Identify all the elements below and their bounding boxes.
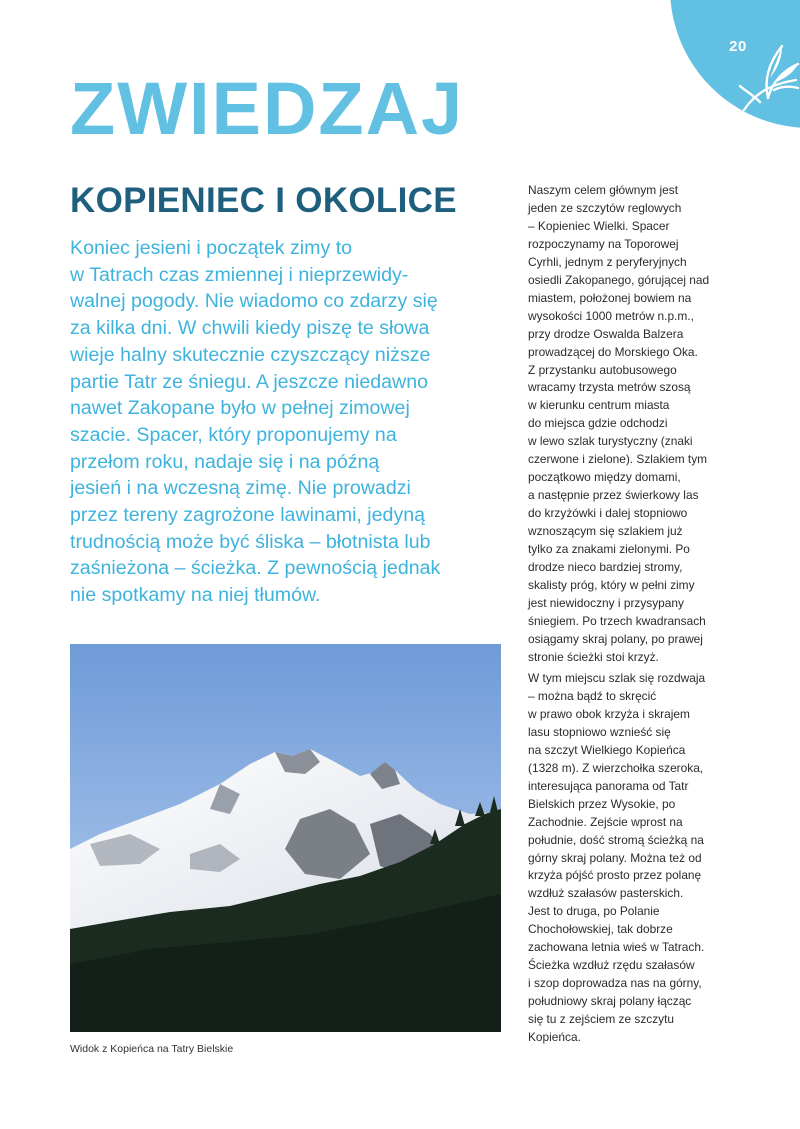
body-paragraph-2: W tym miejscu szlak się rozdwaja – można bądź to skręcić w prawo obok krzyża i skrajem lasu stopniowo wznieść się na szczyt Wielkiego Kopieńca (1328 m). Z wierzchołka szeroka, interesująca panorama od Tatr Bielskich przez Wysokie, po Zachodnie. Zejście wprost na południe, dość stromą ścieżką na górny skraj polany. Można też od krzyża pójść prosto przez polanę wzdłuż szałasów pasterskich. Jest to druga, po Polanie Chochołowskiej, tak dobrze zachowana letnia wieś w Tatrach. Ścieżka wzdłuż rzędu szałasów i szop doprowadza nas na górny, południowy skraj polany łącząc się tu z zejściem ze szczytu Kopieńca. (528, 671, 706, 1045)
body-paragraph-1: Naszym celem głównym jest jeden ze szczytów reglowych – Kopieniec Wielki. Spacer rozpoczynamy na Toporowej Cyrhli, jednym z peryferyjnych osiedli Zakopanego, górującej nad miastem, położonej bowiem na wysokości 1000 metrów n.p.m., przy drodze Oswalda Balzera prowadzącej do Morskiego Oka. Z przystanku autobusowego wracamy trzysta metrów szosą w kierunku centrum miasta do miejsca gdzie odchodzi w lewo szlak turystyczny (znaki czerwone i zielone). Szlakiem tym początkowo między domami, a następnie przez świerkowy las do krzyżówki i dalej stopniowo wznoszącym się szlakiem już tylko za znakami zielonymi. Po drodze nieco bardziej stromy, skalisty próg, który w pełni zimy jest niewidoczny i przysypany śniegiem. Po trzech kwadransach osiągamy skraj polany, po prawej stronie ścieżki stoi krzyż. (528, 183, 710, 664)
leaf-sprout-icon (738, 40, 800, 115)
photo-caption: Widok z Kopieńca na Tatry Bielskie (70, 1043, 234, 1055)
section-title: ZWIEDZAJ (70, 67, 465, 150)
page-number: 20 (729, 38, 747, 55)
mountain-photo (70, 644, 501, 1032)
lead-paragraph: Koniec jesieni i początek zimy to w Tatrach czas zmiennej i nieprzewidy- walnej pogody. Nie wiadomo co zdarzy się za kilka dni. W chwili kiedy piszę te słowa wieje halny skutecznie czyszczący niższe partie Tatr ze śniegu. A jeszcze niedawno nawet Zakopane było w pełnej zimowej szacie. Spacer, który proponujemy na przełom roku, nadaje się i na późną jesień i na wczesną zimę. Nie prowadzi przez tereny zagrożone lawinami, jedyną trudnością może być śliska – błotnista lub zaśnieżona – ścieżka. Z pewnością jednak nie spotkamy na niej tłumów. (70, 237, 441, 607)
article-title: KOPIENIEC I OKOLICE (70, 181, 457, 220)
